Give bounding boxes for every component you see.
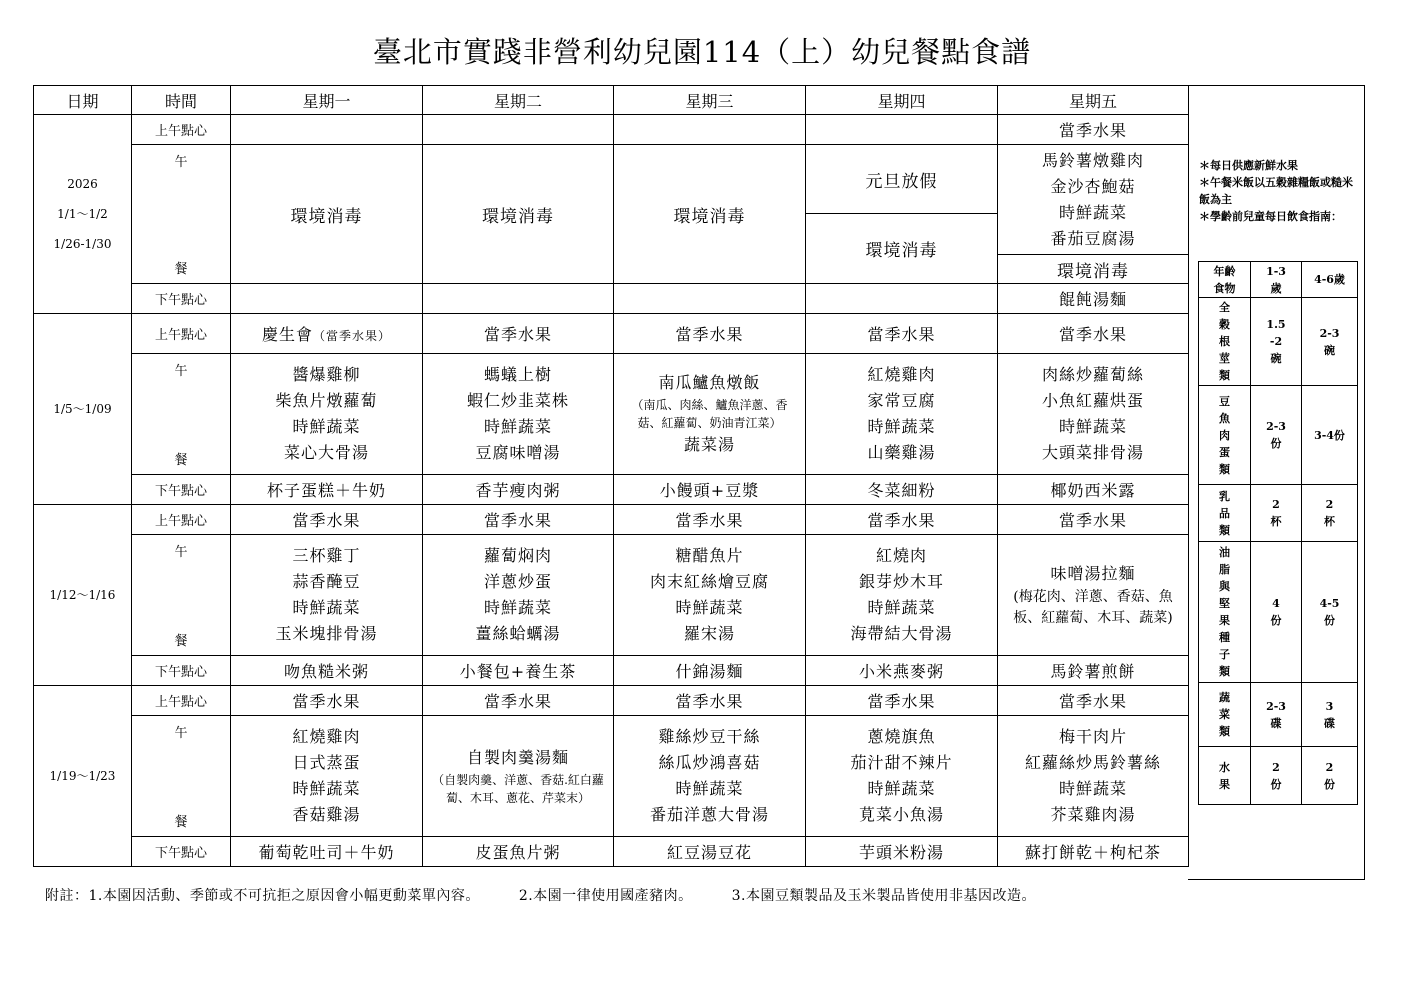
- week1-thu-noon-disinfect: 環境消毒: [806, 214, 998, 284]
- week3-tue-pm: 小餐包+養生茶: [423, 656, 614, 686]
- dish: 時鮮蔬菜: [292, 598, 361, 617]
- footnote-3: 3.本園豆類製品及玉米製品皆使用非基因改造。: [731, 888, 1036, 904]
- week2-tue-noon: [423, 354, 614, 475]
- week2-thu-noon: [806, 354, 998, 475]
- dish: 蔬菜湯: [683, 435, 735, 454]
- week3-wed-noon: [614, 535, 806, 656]
- dish: 時鮮蔬菜: [867, 779, 936, 798]
- week3-am-row: [34, 505, 1189, 535]
- week4-pm-row: [34, 837, 1189, 867]
- dish: 時鮮蔬菜: [867, 598, 936, 617]
- week2-mon-pm: 杯子蛋糕＋牛奶: [231, 475, 423, 505]
- week2-fri-pm: 椰奶西米露: [998, 475, 1189, 505]
- dish: 莧菜小魚湯: [858, 805, 944, 824]
- week1-thu-pm: [806, 284, 998, 314]
- week1-mon-noon: 環境消毒: [231, 145, 423, 284]
- guide-food: 乳品類: [1199, 485, 1251, 542]
- guide-old: 2份: [1302, 747, 1358, 805]
- guide-old: 3碟: [1302, 683, 1358, 747]
- page-title: 臺北市實踐非營利幼兒園114（上）幼兒餐點食譜: [372, 35, 1032, 69]
- week1-tue-pm: [423, 284, 614, 314]
- dish-note: （自製肉羹、洋蔥、香菇.紅白蘿蔔、木耳、蔥花、芹菜末）: [432, 773, 604, 805]
- dish-note: (梅花肉、洋蔥、香菇、魚板、紅蘿蔔、木耳、蔬菜): [1013, 589, 1173, 626]
- week2-noon-row: [34, 354, 1189, 475]
- week1-am-row: [34, 115, 1189, 145]
- dish: 醬爆雞柳: [292, 365, 361, 384]
- dish: 蝦仁炒韭菜株: [466, 391, 569, 410]
- dish: 時鮮蔬菜: [675, 598, 744, 617]
- week4-mon-noon: [231, 716, 423, 837]
- dish: 三杯雞丁: [292, 546, 361, 565]
- guide-food: 豆魚肉蛋類: [1199, 386, 1251, 485]
- dish: 雞絲炒豆干絲: [658, 727, 761, 746]
- dish: 南瓜鱸魚燉飯: [658, 373, 761, 392]
- meal-label: 餐: [174, 634, 188, 649]
- dish: 紅蘿絲炒馬鈴薯絲: [1024, 753, 1161, 772]
- guide-old-header: 4-6歲: [1302, 262, 1358, 298]
- birthday-party: 慶生會: [261, 325, 313, 344]
- dish: 時鮮蔬菜: [675, 779, 744, 798]
- meal-label: 餐: [174, 262, 188, 277]
- dish: 時鮮蔬菜: [483, 598, 552, 617]
- notes: [1199, 157, 1361, 225]
- week3-pm-label: 下午點心: [132, 656, 231, 686]
- diet-guide-table: [1198, 261, 1358, 805]
- week3-fri-am: 當季水果: [998, 505, 1189, 535]
- week1-range2: 1/26-1/30: [53, 237, 112, 251]
- dish: 芥菜雞肉湯: [1050, 805, 1136, 824]
- week2-fri-am: 當季水果: [998, 314, 1189, 354]
- week4-mon-am: 當季水果: [231, 686, 423, 716]
- dish: 豆腐味噌湯: [475, 443, 561, 462]
- header-date: 日期: [34, 86, 132, 115]
- week1-pm-label: 下午點心: [132, 284, 231, 314]
- week2-pm-label: 下午點心: [132, 475, 231, 505]
- note-fruit: ＊每日供應新鮮水果: [1199, 159, 1298, 172]
- dish: 羅宋湯: [683, 624, 735, 643]
- week3-fri-noon: [998, 535, 1189, 656]
- week3-thu-pm: 小米燕麥粥: [806, 656, 998, 686]
- dish: 味噌湯拉麵: [1050, 564, 1136, 583]
- week2-tue-am: 當季水果: [423, 314, 614, 354]
- week4-tue-pm: 皮蛋魚片粥: [423, 837, 614, 867]
- week1-wed-am: [614, 115, 806, 145]
- dish: 紅燒雞肉: [867, 365, 936, 384]
- week3-thu-am: 當季水果: [806, 505, 998, 535]
- header-monday: 星期一: [231, 86, 423, 115]
- week4-fri-am: 當季水果: [998, 686, 1189, 716]
- week3-mon-am: 當季水果: [231, 505, 423, 535]
- dish: 肉絲炒蘿蔔絲: [1041, 365, 1144, 384]
- week4-am-row: [34, 686, 1189, 716]
- guide-row: [1199, 542, 1358, 683]
- dish: 紅燒雞肉: [292, 727, 361, 746]
- birthday-note: （當季水果）: [313, 329, 392, 343]
- week4-wed-pm: 紅豆湯豆花: [614, 837, 806, 867]
- guide-row: [1199, 683, 1358, 747]
- header-row: [34, 86, 1189, 115]
- dish: 大頭菜排骨湯: [1041, 443, 1144, 462]
- week4-fri-noon: [998, 716, 1189, 837]
- week4-noon-row: [34, 716, 1189, 837]
- footnote-1: 附註：1.本園因活動、季節或不可抗拒之原因會小幅更動菜單內容。: [45, 888, 480, 904]
- dish: 時鮮蔬菜: [292, 779, 361, 798]
- week3-pm-row: [34, 656, 1189, 686]
- week1-tue-noon: 環境消毒: [423, 145, 614, 284]
- guide-header-row: [1199, 262, 1358, 298]
- week1-noon-row: [34, 145, 1189, 214]
- menu-table: [33, 85, 1189, 867]
- week1-wed-noon: 環境消毒: [614, 145, 806, 284]
- dish: 時鮮蔬菜: [1058, 202, 1127, 222]
- noon-label: 午: [174, 364, 188, 379]
- week2-mon-noon: [231, 354, 423, 475]
- guide-young: 2杯: [1251, 485, 1302, 542]
- week3-noon-label: [132, 535, 231, 656]
- week2-wed-am: 當季水果: [614, 314, 806, 354]
- dish: 時鮮蔬菜: [1058, 417, 1127, 436]
- guide-old: 4-5份: [1302, 542, 1358, 683]
- noon-label: 午: [174, 545, 188, 560]
- header-wednesday: 星期三: [614, 86, 806, 115]
- dish: 肉末紅絲燴豆腐: [649, 572, 769, 591]
- week1-fri-pm: 餛飩湯麵: [998, 284, 1189, 314]
- dish: 金沙杏鮑菇: [1050, 176, 1136, 196]
- guide-young: 1.5-2碗: [1251, 298, 1302, 386]
- dish: 紅燒肉: [875, 546, 927, 565]
- header-time: 時間: [132, 86, 231, 115]
- guide-header-corner: [1199, 262, 1251, 298]
- header-friday: 星期五: [998, 86, 1189, 115]
- header-tuesday: 星期二: [423, 86, 614, 115]
- week4-fri-pm: 蘇打餅乾＋枸杞茶: [998, 837, 1189, 867]
- guide-age-label: 年齡: [1213, 264, 1236, 278]
- week3-mon-pm: 吻魚糙米粥: [231, 656, 423, 686]
- dish: 蒜香醃豆: [292, 572, 361, 591]
- week1-fri-am: 當季水果: [998, 115, 1189, 145]
- dish: 銀芽炒木耳: [858, 572, 944, 591]
- noon-label: 午: [174, 726, 188, 741]
- header-thursday: 星期四: [806, 86, 998, 115]
- meal-label: 餐: [174, 815, 188, 830]
- dish: 時鮮蔬菜: [867, 417, 936, 436]
- week4-thu-noon: [806, 716, 998, 837]
- dish: 香菇雞湯: [292, 805, 361, 824]
- week4-am-label: 上午點心: [132, 686, 231, 716]
- footnote: [45, 885, 1070, 905]
- week4-thu-pm: 芋頭米粉湯: [806, 837, 998, 867]
- week1-tue-am: [423, 115, 614, 145]
- week4-noon-label: [132, 716, 231, 837]
- guide-food: 水果: [1199, 747, 1251, 805]
- week3-date-cell: 1/12～1/16: [34, 505, 132, 686]
- guide-young: 4份: [1251, 542, 1302, 683]
- week1-mon-am: [231, 115, 423, 145]
- dish: 洋蔥炒蛋: [483, 572, 552, 591]
- dish: 家常豆腐: [867, 391, 936, 410]
- note-guide: ＊學齡前兒童每日飲食指南：: [1199, 210, 1342, 223]
- week2-wed-pm: 小饅頭+豆漿: [614, 475, 806, 505]
- dish: 玉米塊排骨湯: [275, 624, 378, 643]
- dish: 山藥雞湯: [867, 443, 936, 462]
- guide-food: 蔬菜類: [1199, 683, 1251, 747]
- week2-pm-row: [34, 475, 1189, 505]
- week2-thu-pm: 冬菜細粉: [806, 475, 998, 505]
- guide-young: 2-3碟: [1251, 683, 1302, 747]
- dish: 小魚紅蘿烘蛋: [1041, 391, 1144, 410]
- week2-am-label: 上午點心: [132, 314, 231, 354]
- week4-mon-pm: 葡萄乾吐司＋牛奶: [231, 837, 423, 867]
- week3-am-label: 上午點心: [132, 505, 231, 535]
- guide-row: [1199, 747, 1358, 805]
- dish: 自製肉羹湯麵: [466, 748, 569, 767]
- dish: 蘿蔔焖肉: [483, 546, 552, 565]
- week3-tue-am: 當季水果: [423, 505, 614, 535]
- week2-noon-label: [132, 354, 231, 475]
- meal-label: 餐: [174, 453, 188, 468]
- dish: 蔥燒旗魚: [867, 727, 936, 746]
- dish: 時鮮蔬菜: [483, 417, 552, 436]
- guide-young-header: 1-3歲: [1251, 262, 1302, 298]
- week1-fri-extra: 環境消毒: [998, 255, 1189, 284]
- noon-label: 午: [174, 155, 188, 170]
- week1-date-cell: [34, 115, 132, 314]
- dish: 螞蟻上樹: [483, 365, 552, 384]
- dish: 薑絲蛤蠣湯: [475, 624, 561, 643]
- dish: 糖醋魚片: [675, 546, 744, 565]
- week4-tue-am: 當季水果: [423, 686, 614, 716]
- week2-tue-pm: 香芋瘦肉粥: [423, 475, 614, 505]
- guide-young: 2份: [1251, 747, 1302, 805]
- guide-old: 3-4份: [1302, 386, 1358, 485]
- week1-year: 2026: [67, 177, 98, 191]
- week3-wed-am: 當季水果: [614, 505, 806, 535]
- week1-thu-noon-holiday: 元旦放假: [806, 145, 998, 214]
- week3-mon-noon: [231, 535, 423, 656]
- week1-pm-row: [34, 284, 1189, 314]
- guide-young: 2-3份: [1251, 386, 1302, 485]
- week3-fri-pm: 馬鈴薯煎餅: [998, 656, 1189, 686]
- dish: 馬鈴薯燉雞肉: [1041, 150, 1144, 170]
- dish: 茄汁甜不辣片: [850, 753, 953, 772]
- note-rice: ＊午餐米飯以五穀雜糧飯或糙米飯為主: [1199, 176, 1353, 206]
- week4-thu-am: 當季水果: [806, 686, 998, 716]
- guide-row: [1199, 386, 1358, 485]
- week1-range1: 1/1～1/2: [57, 207, 108, 221]
- dish: 番茄豆腐湯: [1050, 228, 1136, 248]
- guide-row: [1199, 298, 1358, 386]
- week2-date-cell: 1/5～1/09: [34, 314, 132, 505]
- week4-tue-noon: [423, 716, 614, 837]
- week1-am-label: 上午點心: [132, 115, 231, 145]
- week1-noon-label: [132, 145, 231, 284]
- week1-thu-am: [806, 115, 998, 145]
- week4-wed-noon: [614, 716, 806, 837]
- week2-am-row: [34, 314, 1189, 354]
- week2-mon-am: [231, 314, 423, 354]
- guide-old: 2-3碗: [1302, 298, 1358, 386]
- guide-food: 油脂與堅果種子類: [1199, 542, 1251, 683]
- week3-thu-noon: [806, 535, 998, 656]
- dish-note: （南瓜、肉絲、鱸魚洋蔥、香菇、紅蘿蔔、奶油青江菜）: [631, 398, 788, 430]
- guide-food-label: 食物: [1213, 281, 1236, 295]
- week2-wed-noon: [614, 354, 806, 475]
- dish: 時鮮蔬菜: [1058, 779, 1127, 798]
- dish: 番茄洋蔥大骨湯: [649, 805, 769, 824]
- dish: 絲瓜炒鴻喜菇: [658, 753, 761, 772]
- week4-pm-label: 下午點心: [132, 837, 231, 867]
- guide-food: 全穀根莖類: [1199, 298, 1251, 386]
- week1-mon-pm: [231, 284, 423, 314]
- dish: 海帶結大骨湯: [850, 624, 953, 643]
- footnote-2: 2.本園一律使用國產豬肉。: [518, 888, 693, 904]
- dish: 日式蒸蛋: [292, 753, 361, 772]
- guide-row: [1199, 485, 1358, 542]
- week3-wed-pm: 什錦湯麵: [614, 656, 806, 686]
- week1-fri-noon: [998, 145, 1189, 255]
- dish: 菜心大骨湯: [283, 443, 369, 462]
- dish: 梅干肉片: [1058, 727, 1127, 746]
- week4-wed-am: 當季水果: [614, 686, 806, 716]
- week2-fri-noon: [998, 354, 1189, 475]
- week3-noon-row: [34, 535, 1189, 656]
- week2-thu-am: 當季水果: [806, 314, 998, 354]
- week1-wed-pm: [614, 284, 806, 314]
- dish: 柴魚片燉蘿蔔: [275, 391, 378, 410]
- guide-old: 2杯: [1302, 485, 1358, 542]
- week3-tue-noon: [423, 535, 614, 656]
- dish: 時鮮蔬菜: [292, 417, 361, 436]
- week4-date-cell: 1/19～1/23: [34, 686, 132, 867]
